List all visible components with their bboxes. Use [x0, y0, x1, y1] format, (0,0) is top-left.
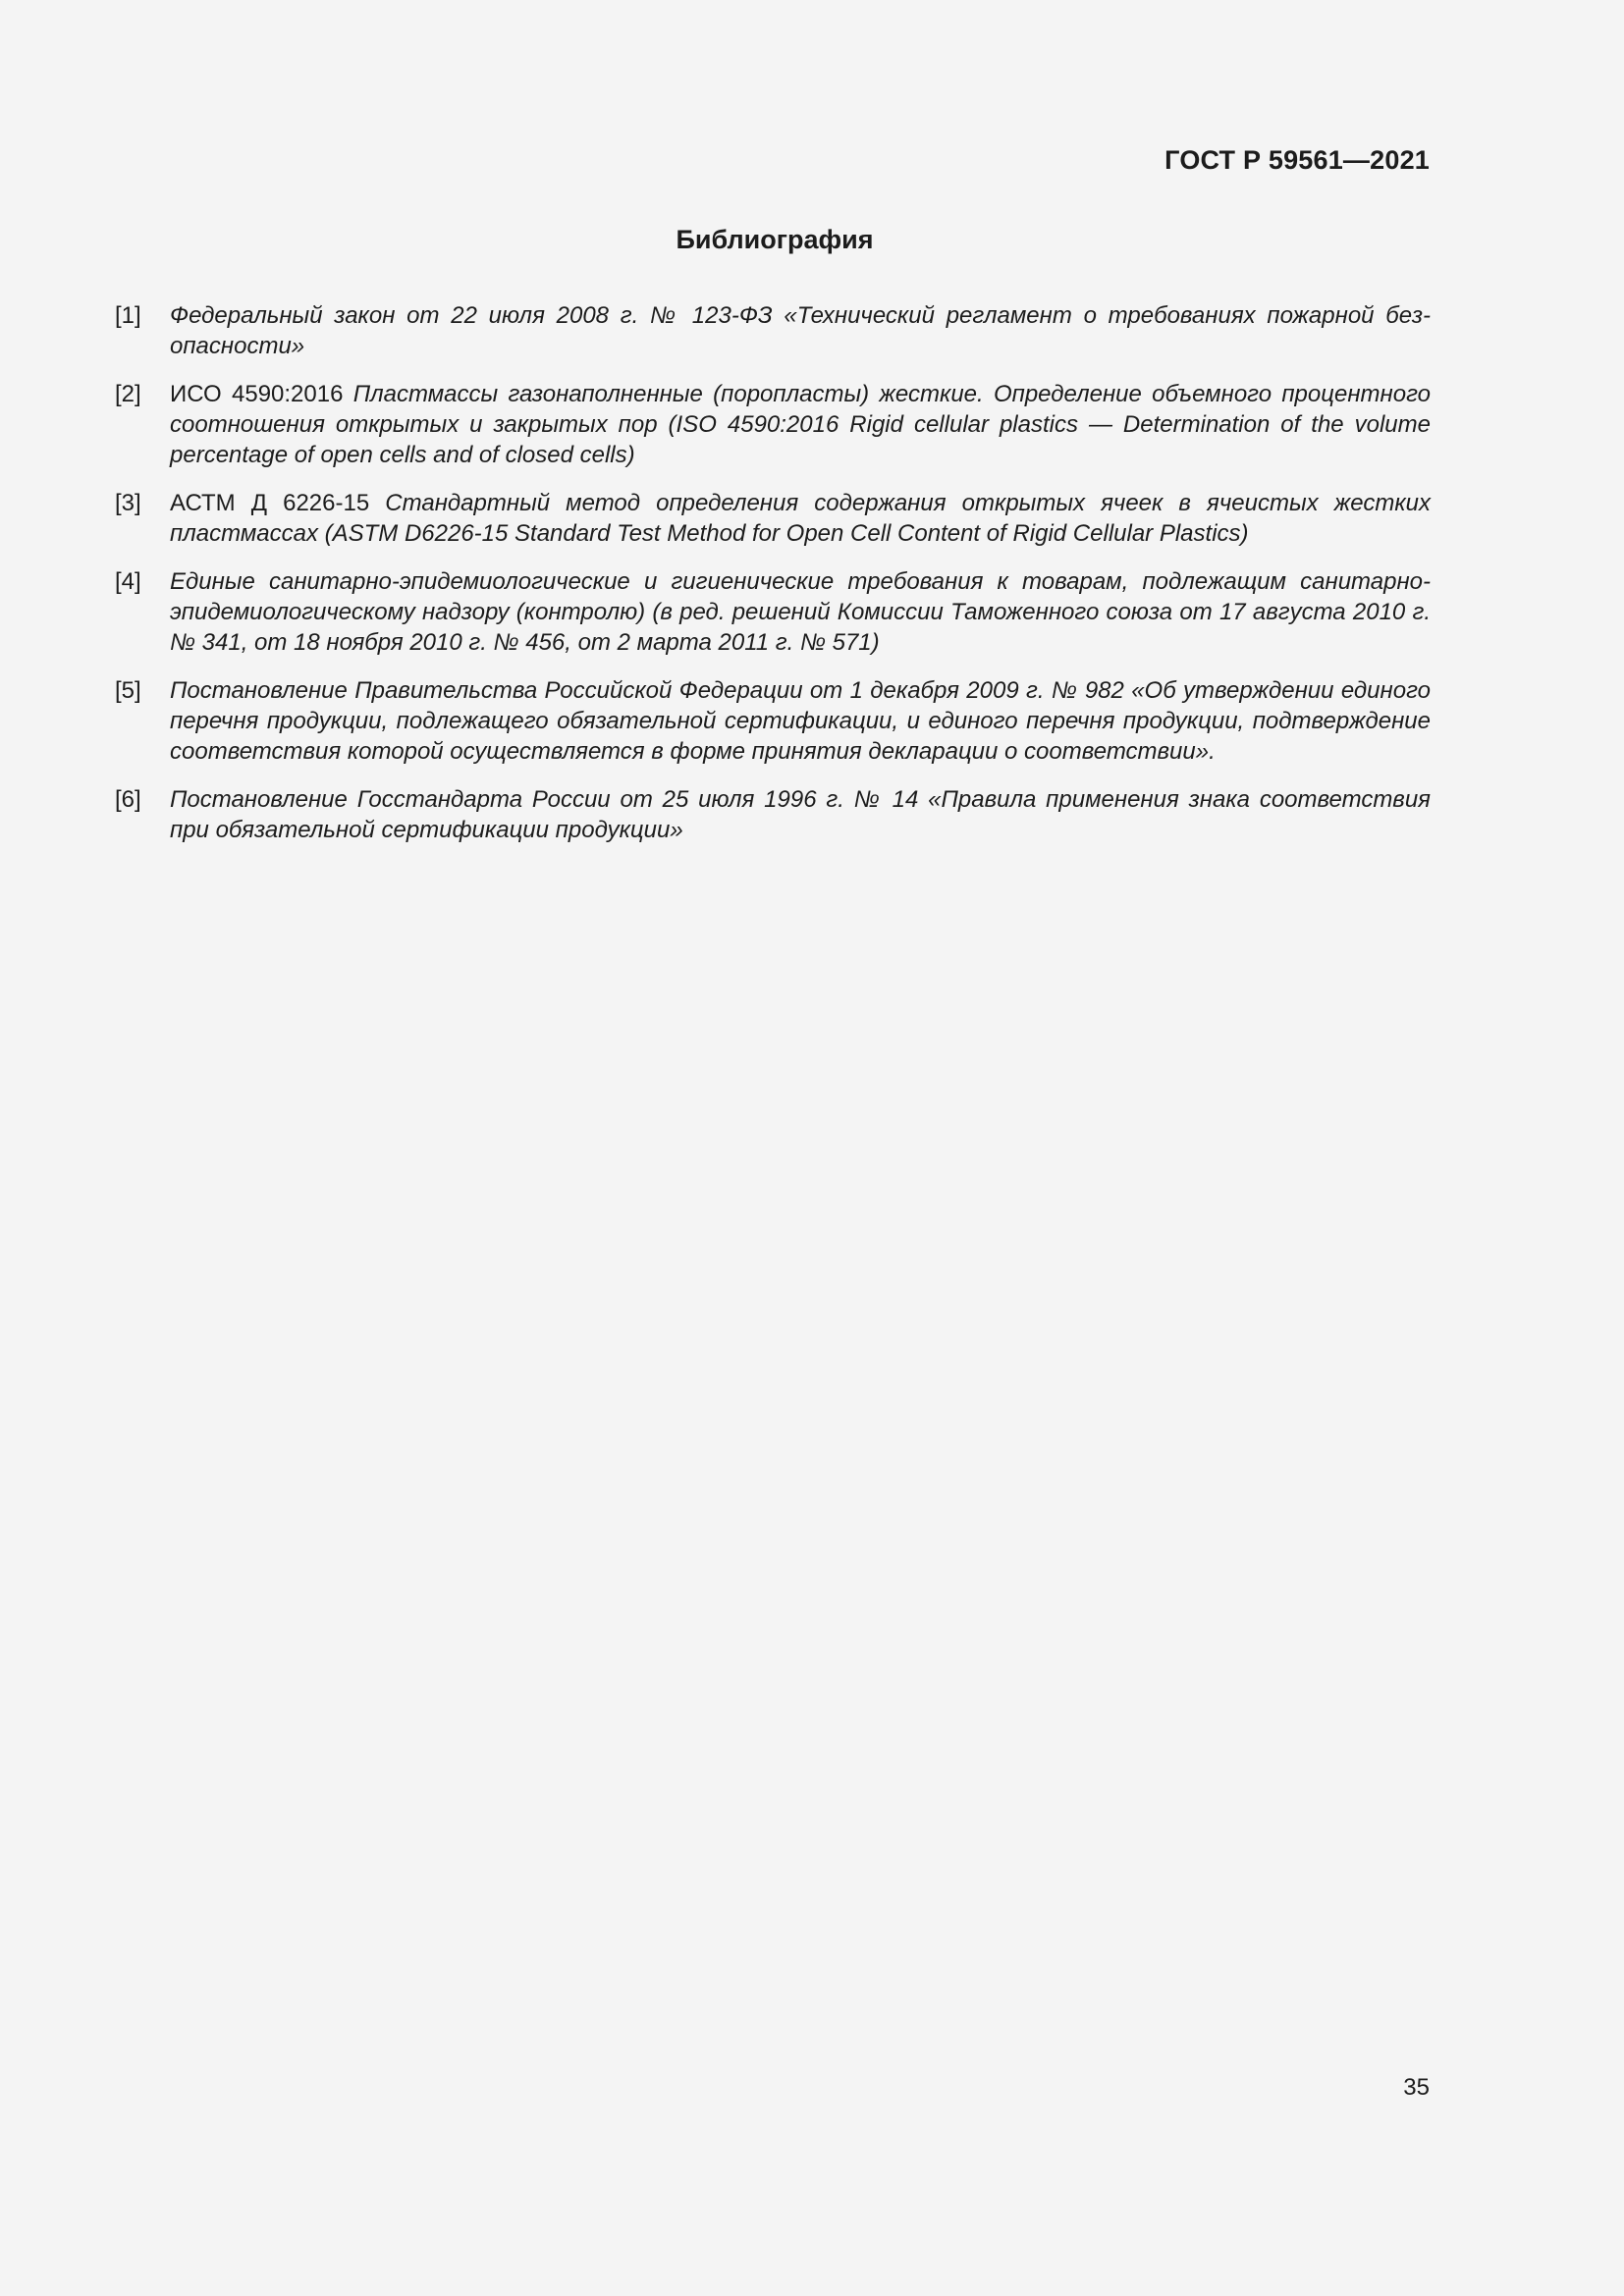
reference-text: [170, 566, 1431, 658]
reference-title: Пластмассы газонаполненные (поропласты) жесткие. Определение объемного процентного соотношения открытых и закрытых пор (ISO 4590:2016 Rigid cellular plastics — Determination of the volume percentage of open cells and of closed cells): [170, 381, 1431, 468]
bibliography-item: [115, 488, 1431, 549]
reference-title: Постановление Правительства Российской Федерации от 1 декабря 2009 г. № 982 «Об утверждении единого перечня продукции, подлежащего обязательной сертификации, и единого перечня продукции, подтверждение соответствия которой осуществляется в форме принятия декларации о соответствии».: [170, 677, 1431, 765]
reference-number: [4]: [115, 568, 141, 595]
reference-designation: АСТМ Д 6226-15: [170, 490, 386, 516]
reference-number: [5]: [115, 677, 141, 704]
reference-designation: ИСО 4590:2016: [170, 381, 353, 407]
bibliography-item: [115, 675, 1431, 767]
bibliography-item: [115, 300, 1431, 361]
reference-number: [3]: [115, 490, 141, 516]
reference-text: [170, 784, 1431, 845]
reference-number: [6]: [115, 786, 141, 813]
reference-title: Стандартный метод определения содержания открытых ячеек в ячеистых жестких пластмассах (ASTM D6226-15 Standard Test Method for Open Cell Content of Rigid Cellular Plastics): [170, 490, 1432, 547]
reference-text: [170, 379, 1431, 470]
reference-text: [170, 488, 1431, 549]
bibliography-item: [115, 566, 1431, 658]
document-code: ГОСТ Р 59561—2021: [1164, 145, 1430, 175]
section-title: Библиография: [676, 225, 874, 254]
reference-number: [2]: [115, 381, 141, 407]
reference-title: Федеральный закон от 22 июля 2008 г. № 123-ФЗ «Технический регламент о требованиях пожарной безопасности»: [170, 302, 1431, 359]
reference-text: [170, 675, 1431, 767]
bibliography-item: [115, 784, 1431, 845]
reference-title: Постановление Госстандарта России от 25 июля 1996 г. № 14 «Правила применения знака соответствия при обязательной сертификации продукции»: [170, 786, 1431, 843]
page-number: 35: [1403, 2074, 1430, 2101]
reference-number: [1]: [115, 302, 141, 329]
reference-text: [170, 300, 1431, 361]
reference-title: Единые санитарно-эпидемиологические и гигиенические требования к товарам, подлежащим санитарно-эпидемиологическому надзору (контролю) (в ред. решений Комиссии Таможенного союза от 17 августа 2010 г. № 341, от 18 ноября 2010 г. № 456, от 2 марта 2011 г. № 571): [170, 568, 1431, 656]
bibliography-item: [115, 379, 1431, 470]
bibliography-list: [115, 300, 1431, 863]
